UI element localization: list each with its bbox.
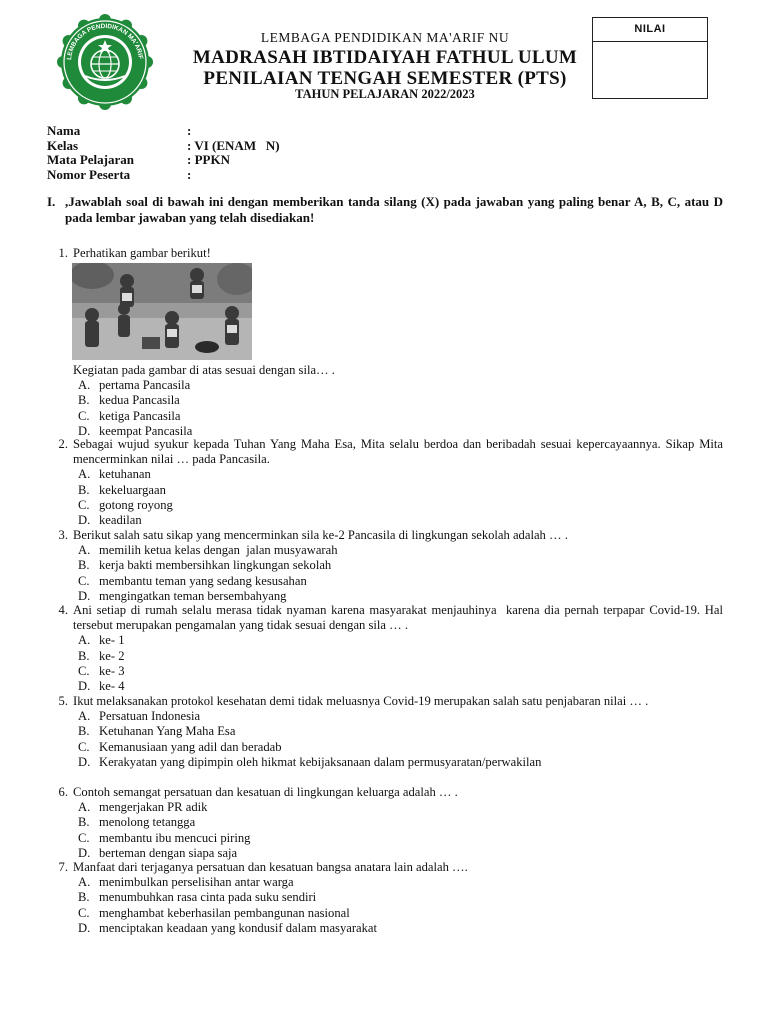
question-number: 2. [58,437,68,451]
option-d[interactable] [78,679,723,694]
option-text: mengerjakan PR adik [99,800,208,815]
option-letter: C. [78,408,90,423]
info-label: Nama [47,123,81,138]
option-letter: D. [78,678,91,693]
option-text: keadilan [99,512,142,527]
question-text: Manfaat dari terjaganya persatuan dan kesatuan bangsa anatara lain adalah …. [73,860,468,874]
option-letter: D. [78,845,91,860]
option-letter: B. [78,558,90,573]
option-b[interactable] [78,393,723,408]
option-a[interactable] [78,875,723,890]
option-letter: D. [78,754,91,769]
info-label: Mata Pelajaran [47,152,135,168]
info-label: Nomor Peserta [47,166,131,182]
option-letter: B. [78,815,90,830]
info-value: : [187,166,192,182]
question-1 [48,246,723,261]
option-d[interactable] [78,846,723,861]
option-text: ketuhanan [99,467,151,482]
info-value: : VI (ENAM N) [187,137,280,153]
option-text: membantu teman yang sedang kesusahan [99,573,307,588]
option-letter: A. [78,378,91,393]
option-letter: C. [78,573,90,588]
question-number: 7. [58,860,68,874]
option-letter: D. [78,920,91,935]
option-text: kerja bakti membersihkan lingkungan sekolah [99,558,332,573]
option-text: menciptakan keadaan yang kondusif dalam masyarakat [99,920,378,935]
option-a[interactable] [78,633,723,648]
score-label: NILAI [593,18,707,42]
option-a[interactable] [78,543,723,558]
option-letter: A. [78,709,91,724]
option-text: menimbulkan perselisihan antar warga [99,875,294,890]
question-text-after-image: Kegiatan pada gambar di atas sesuai dengan sila… . [73,363,335,377]
option-text: ke- 2 [99,648,125,663]
question-text: Contoh semangat persatuan dan kesatuan di lingkungan keluarga adalah … . [73,785,458,799]
option-letter: C. [78,905,90,920]
option-text: Ketuhanan Yang Maha Esa [99,724,236,739]
option-letter: A. [78,633,91,648]
question-number: 6. [58,785,68,799]
option-text: ke- 1 [99,633,125,648]
question-4 [48,603,727,694]
option-text: menolong tetangga [99,815,196,830]
logo-text-ring [55,14,155,110]
option-text: berteman dengan siapa saja [99,845,238,860]
question-text: Ikut melaksanakan protokol kesehatan demi tidak meluasnya Covid-19 merupakan salah satu penjabaran nilai … . [73,694,649,708]
option-b[interactable] [78,558,723,573]
option-c[interactable] [78,664,723,679]
option-text: menghambat keberhasilan pembangunan nasional [99,905,350,920]
info-value: : PPKN [187,152,230,168]
option-b[interactable] [78,483,723,498]
option-text: membantu ibu mencuci piring [99,830,251,845]
option-text: kekeluargaan [99,482,166,497]
option-letter: D. [78,512,91,527]
info-row-subject [47,153,280,168]
question-1-picture [72,263,252,360]
options [78,467,723,528]
question-3 [48,528,723,604]
option-text: mengingatkan teman bersembahyang [99,588,287,603]
options [78,543,723,604]
option-c[interactable] [78,409,723,424]
question-text: Ani setiap di rumah selalu merasa tidak nyaman karena masyarakat menjauhinya karena dia pernah terpapar Covid-19. Hal tersebut merupakan pengamalan yang tidak sesuai dengan sila … . [73,603,727,633]
option-letter: B. [78,724,90,739]
option-letter: C. [78,830,90,845]
question-number: 4. [58,603,68,617]
option-c[interactable] [78,906,723,921]
option-letter: C. [78,663,90,678]
exam-title: PENILAIAN TENGAH SEMESTER (PTS) [203,68,567,89]
options [78,709,723,770]
option-letter: B. [78,648,90,663]
option-text: kedua Pancasila [99,393,180,408]
option-letter: A. [78,875,91,890]
question-2 [48,437,723,528]
question-text: Sebagai wujud syukur kepada Tuhan Yang Maha Esa, Mita selalu berdoa dan beribadah sesuai kepercayaannya. Sikap Mita mencerminkan nilai … pada Pancasila. [73,437,723,467]
option-letter: A. [78,467,91,482]
option-text: Kemanusiaan yang adil dan beradab [99,739,282,754]
question-number: 5. [58,694,68,708]
question-number: 1. [58,246,68,260]
option-d[interactable] [78,513,723,528]
option-text: ke- 4 [99,678,125,693]
question-5 [48,694,723,770]
option-letter: C. [78,739,90,754]
info-value: : [187,123,192,138]
option-c[interactable] [78,574,723,589]
option-letter: D. [78,588,91,603]
option-letter: B. [78,482,90,497]
option-text: Kerakyatan yang dipimpin oleh hikmat kebijaksanaan dalam permusyaratan/perwakilan [99,754,542,769]
option-letter: D. [78,423,91,438]
option-text: ke- 3 [99,663,125,678]
question-text: Perhatikan gambar berikut! [73,246,211,260]
info-label: Kelas [47,137,79,153]
info-row-exam-number [47,168,280,183]
option-b[interactable] [78,890,723,905]
institution-name: LEMBAGA PENDIDIKAN MA'ARIF NU [260,30,510,45]
question-1-body [48,363,723,439]
option-letter: A. [78,800,91,815]
instruction-number: I. [47,194,56,209]
question-7 [48,860,723,936]
school-name: MADRASAH IBTIDAIYAH FATHUL ULUM [192,47,578,68]
option-d[interactable] [78,921,723,936]
option-d[interactable] [78,589,723,604]
option-text: menumbuhkan rasa cinta pada suku sendiri [99,890,317,905]
option-d[interactable] [78,755,723,770]
option-a[interactable] [78,378,723,393]
option-letter: B. [78,890,90,905]
svg-text:LEMBAGA PENDIDIKAN MA'ARIF NU [55,14,144,61]
option-text: Persatuan Indonesia [99,709,201,724]
info-row-name [47,124,280,139]
logo-text: LEMBAGA PENDIDIKAN MA'ARIF [66,22,144,61]
instruction [47,194,723,226]
options [78,633,723,694]
option-c[interactable] [78,498,723,513]
option-text: gotong royong [99,497,173,512]
option-letter: A. [78,543,91,558]
option-letter: C. [78,497,90,512]
question-number: 3. [58,528,68,542]
student-info [47,124,280,182]
question-6 [48,785,723,861]
options [78,875,723,936]
option-c[interactable] [78,831,723,846]
option-b[interactable] [78,724,723,739]
option-a[interactable] [78,709,723,724]
option-b[interactable] [78,815,723,830]
option-text: ketiga Pancasila [99,408,181,423]
score-box[interactable] [592,17,708,99]
option-letter: B. [78,393,90,408]
academic-year: TAHUN PELAJARAN 2022/2023 [295,87,475,101]
option-text: memilih ketua kelas dengan jalan musyawarah [99,543,338,558]
option-a[interactable] [78,800,723,815]
option-text: pertama Pancasila [99,378,191,393]
option-text: keempat Pancasila [99,423,193,438]
option-b[interactable] [78,649,723,664]
option-c[interactable] [78,740,723,755]
info-row-class [47,139,280,154]
options [78,378,723,439]
option-a[interactable] [78,467,723,482]
question-text: Berikut salah satu sikap yang mencerminkan sila ke-2 Pancasila di lingkungan sekolah adalah … . [73,528,568,542]
options [78,800,723,861]
instruction-text: ,Jawablah soal di bawah ini dengan memberikan tanda silang (X) pada jawaban yang paling benar A, B, C, atau D pada lembar jawaban yang telah disediakan! [65,194,723,225]
